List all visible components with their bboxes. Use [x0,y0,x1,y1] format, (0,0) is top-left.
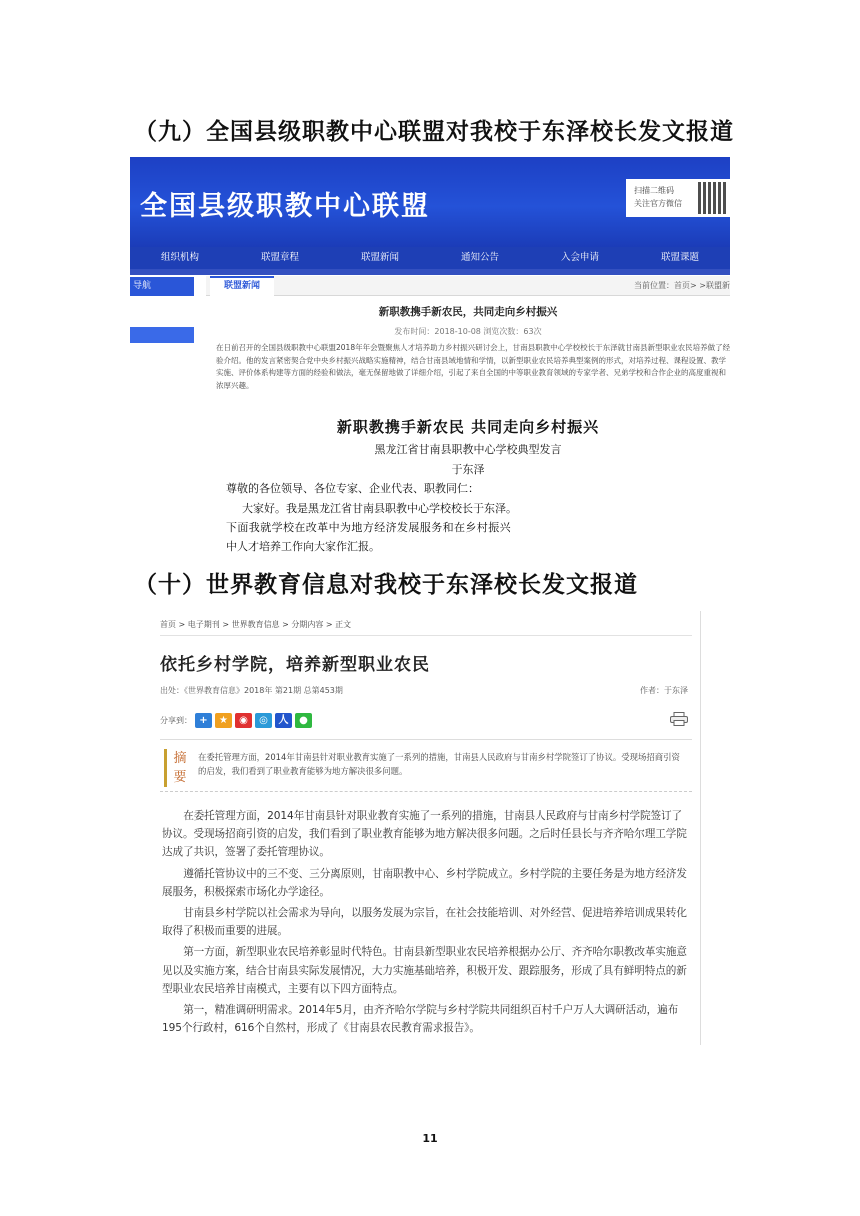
breadcrumb[interactable]: 首页 > 电子期刊 > 世界教育信息 > 分期内容 > 正文 [160,620,352,629]
article-abstract: 在日前召开的全国县级职教中心联盟2018年年会暨聚焦人才培养助力乡村振兴研讨会上，甘南县职教中心学校校长于东泽就甘南县新型职业农民培养做了经验介绍。他的发言紧密契合党中央乡村振兴战略实施精神，结合甘南县域地情和学情，以新型职业农民培养典型案例的形式，对培养过程、课程设置、教学实施、评价体系构建等方面的经验和做法，毫无保留地做了详细介绍，引起了来自全国的中等职业教育领域的专家学者、兄弟学校和合作企业的高度重视和浓厚兴趣。 [216,343,731,390]
main-nav [130,247,730,269]
speech-paragraph: 大家好。我是黑龙江省甘南县职教中心学校校长于东泽。 [242,502,517,515]
page-number: 11 [422,1132,438,1145]
body-paragraph: 甘南县乡村学院以社会需求为导向，以服务发展为宗旨，在社会技能培训、对外经营、促进培养培训成果转化取得了积极而重要的进展。 [162,907,687,938]
breadcrumb: 当前位置：首页> >联盟新 [634,281,730,290]
share-more-icon[interactable]: + [195,713,212,728]
speech-paragraph: 中人才培养工作向大家作汇报。 [226,540,380,553]
tab-alliance-news[interactable]: 联盟新闻 [210,276,274,297]
article-title: 新职教携手新农民，共同走向乡村振兴 [378,306,558,318]
article-panel [206,276,731,553]
share-qzone-icon[interactable]: ★ [215,713,232,728]
article-body [162,807,692,1040]
speech-title: 新职教携手新农民 共同走向乡村振兴 [336,418,600,436]
share-renren-icon[interactable]: 人 [275,713,292,728]
nav-item-charter[interactable]: 联盟章程 [260,252,299,263]
site-banner [130,157,730,247]
article-author: 作者：于东泽 [640,686,688,695]
share-bar [160,713,312,728]
speech-author: 于东泽 [451,463,485,476]
section9-heading: （九）全国县级职教中心联盟对我校于东泽校长发文报道 [134,118,734,145]
article-title: 依托乡村学院，培养新型职业农民 [160,655,430,675]
sidebar [130,277,194,544]
body-paragraph: 遵循托管协议中的三不变、三分离原则，甘南职教中心、乡村学院成立。乡村学院的主要任务是为地方经济发展服务，积极探索市场化办学途径。 [162,867,687,898]
nav-item-notices[interactable]: 通知公告 [460,252,499,263]
screenshot-journal-article [152,611,701,1045]
qr-code-icon [698,182,726,214]
article-source: 出处：《世界教育信息》2018年 第21期 总第453期 [160,686,343,695]
sidebar-active-item[interactable] [130,327,194,343]
share-wechat-icon[interactable]: ● [295,713,312,728]
speech-greeting: 尊敬的各位领导、各位专家、企业代表、职教同仁： [226,482,479,495]
abstract-box [160,747,692,792]
speech-paragraph: 下面我就学校在改革中为地方经济发展服务和在乡村振兴 [226,521,511,534]
abstract-text: 在委托管理方面，2014年甘南县针对职业教育实施了一系列的措施，甘南县人民政府与甘南乡村学院签订了协议。受现场招商引资的启发，我们看到了职业教育能够为地方解决很多问题。 [198,752,680,776]
print-icon[interactable] [670,712,688,726]
screenshot-alliance-website [130,157,731,553]
nav-item-news[interactable]: 联盟新闻 [360,252,399,263]
divider [160,635,692,636]
nav-item-join[interactable]: 入会申请 [560,252,599,263]
speech-excerpt [206,416,730,554]
speech-subtitle: 黑龙江省甘南县职教中心学校典型发言 [374,443,562,456]
abstract-label: 摘 要 [164,749,193,787]
share-tencent-icon[interactable]: ◎ [255,713,272,728]
nav-item-projects[interactable]: 联盟课题 [660,252,699,263]
nav-item-organization[interactable]: 组织机构 [160,252,199,263]
banner-title: 全国县级职教中心联盟 [140,191,430,222]
divider [160,739,692,740]
body-paragraph: 第一，精准调研明需求。2014年5月，由齐齐哈尔学院与乡村学院共同组织百村千户万人大调研活动，遍布195个行政村，616个自然村，形成了《甘南县农民教育需求报告》。 [162,1004,679,1035]
qr-caption: 扫描二维码 关注官方微信 [634,186,682,208]
section10-heading: （十）世界教育信息对我校于东泽校长发文报道 [134,571,638,598]
article-meta: 发布时间：2018-10-08 浏览次数：63次 [394,327,542,336]
body-paragraph: 在委托管理方面，2014年甘南县针对职业教育实施了一系列的措施，甘南县人民政府与甘南乡村学院签订了协议。受现场招商引资的启发，我们看到了职业教育能够为地方解决很多问题。之后时任县长与齐齐哈尔理工学院达成了共识，签署了委托管理协议。 [162,810,687,859]
share-label: 分享到： [160,716,192,725]
qr-code-box [626,179,730,217]
nav-strip [130,269,730,275]
tab-bar [206,276,730,296]
body-paragraph: 第一方面，新型职业农民培养彰显时代特色。甘南县新型职业农民培养根据办公厅、齐齐哈尔职教改革实施意见以及实施方案，结合甘南县实际发展情况，大力实施基础培养，积极开发、跟踪服务，形成了具有鲜明特点的新型职业农民培养甘南模式，主要有以下四方面特点。 [162,946,687,995]
share-weibo-icon[interactable]: ◉ [235,713,252,728]
sidebar-header: 导航 [130,277,194,296]
